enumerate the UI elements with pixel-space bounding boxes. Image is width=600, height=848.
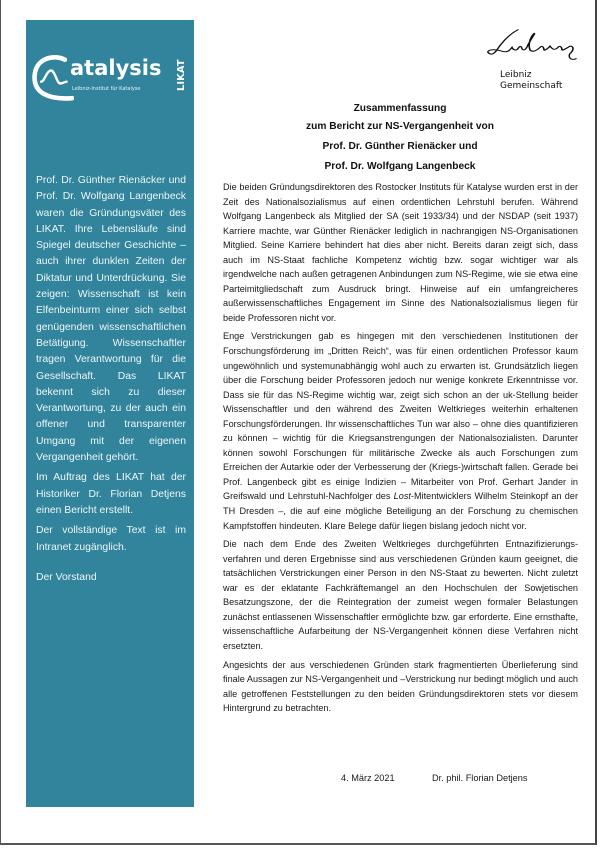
sidebar-text (36, 173, 186, 590)
likat-logo (30, 50, 190, 114)
italic-term: Lost (393, 491, 411, 502)
document-title (220, 101, 580, 177)
sidebar-signoff: Der Vorstand (36, 571, 97, 583)
leibniz-line1: Leibniz (500, 70, 532, 80)
leibniz-line2: Gemeinschaft (500, 81, 563, 91)
body-text (223, 180, 578, 720)
body-paragraph (223, 329, 578, 533)
title-line: Prof. Dr. Günther Rienäcker und (322, 141, 478, 152)
sidebar-paragraph: Prof. Dr. Günther Rienäcker und Prof. Dr. Wolfgang Langenbeck waren die Gründungsväter des LIKAT. Ihre Lebensläufe sind Spiegel deutscher Geschichte – auch ihrer dunklen Zeiten der Diktatur und Unterdrückung. Sie zeigen: Wissenschaft ist kein Elfenbeinturm einer sich selbst genügenden wissenschaftlichen Betätigung. Wissenschaftler tragen Verantwortung für die Gesellschaft. Das LIKAT bekennt sich zu dieser Verantwortung, zu der auch ein offener und transparenter Umgang mit der eigenen Vergangenheit gehört. (36, 175, 186, 464)
logo-likat-label: LIKAT (176, 59, 187, 91)
title-line: Zusammenfassung (353, 103, 447, 114)
logo-wordmark: atalysis (70, 56, 162, 80)
catalysis-c-curve-icon (30, 50, 74, 106)
body-paragraph-part: Enge Verstrickungen gab es hingegen mit den verschiedenen Institutionen der Forschungsförderung im „Dritten Reich“, was für einen ordentlichen Professor kaum ungewöhnlich und systemunabhängig wohl auch zu erwarten ist. Grundsätzlich liegen über die Forschung beider Professoren jedoch nur wenige konkrete Erkenntnisse vor. Dass sie für das NS-Regime wichtig war, zeigt sich schon an der uk-Stellung beider Wissenschaftler und den während des Zweiten Weltkrieges weiterhin erhaltenen Forschungsförderungen. Ihr wissenschaftliches Tun war also – ohne dies quantifizieren zu können – wichtig für die Kriegsanstrengungen der Nationalsozialisten. Darunter können sowohl Forschungen für militärische Zwecke als auch Forschungen zum Erreichen der Autarkie oder der Verbesserung der (Kriegs-)wirtschaft fallen. Gerade bei Prof. Langenbeck gibt es einige Indizien – Mitarbeiter von Prof. Gerhart Jander in Greifswald und Lehrstuhl-Nachfolger des (223, 331, 578, 502)
title-line: Prof. Dr. Wolfgang Langenbeck (324, 161, 476, 172)
body-paragraph: Angesichts der aus verschiedenen Gründen stark fragmentierten Überlieferung sind finale Aussagen zur NS-Vergangenheit und –Verstrickung nur bedingt möglich und auch alle getroffenen Feststellungen zu den beiden Gründungsdirektoren stets vor diesem Hintergrund zu betrachten. (223, 659, 578, 714)
title-line: zum Bericht zur NS-Vergangenheit von (306, 121, 494, 132)
body-paragraph-part: -Mitentwicklers Wilhelm Steinkopf an der TH Dresden –, die auf eine mögliche Beteiligung an der Forschung zu chemischen Kampfstoffen hindeuten. Klare Belege dafür liegen bislang jedoch nicht vor. (223, 491, 578, 531)
logo-subtitle: Leibniz-Institut für Katalyse (72, 86, 141, 92)
sidebar-paragraph: Im Auftrag des LIKAT hat der Historiker Dr. Florian Detjens einen Bericht erstellt. (36, 472, 186, 516)
leibniz-wordmark (500, 70, 562, 92)
leibniz-logo (478, 26, 588, 70)
signature-row (223, 771, 578, 785)
leibniz-signature-icon (478, 26, 588, 70)
sidebar-panel (26, 20, 194, 807)
body-paragraph: Die nach dem Ende des Zweiten Weltkrieges durchgeführten Entnazifizierungsverfahren und deren Ergebnisse sind aus verschiedenen Gründen kaum geeignet, die tatsächlichen Verstrickungen einer Person in den NS-Staat zu bewerten. Nicht zuletzt war es der eklatante Fachkräftemangel an den Hochschulen der Sowjetischen Besatzungszone, der die Reintegration der zumeist wegen formaler Belastungen zunächst entlassenen Wissenschaftler ermöglichte bzw. gar erforderte. Eine ernsthafte, wissenschaftliche Aufarbeitung der NS-Vergangenheit können diese Verfahren nicht ersetzten. (223, 539, 578, 651)
body-paragraph: Die beiden Gründungsdirektoren des Rostocker Instituts für Katalyse wurden erst in der Zeit des Nationalsozialismus auf einen ordentlichen Lehrstuhl berufen. Während Wolfgang Langenbeck als Mitglied der SA (seit 1933/34) und der NSDAP (seit 1937) Karriere machte, war Günther Rienäcker lediglich in nachrangigen NS-Organisationen Mitglied. Seine Karriere behindert hat dies aber nicht. Bereits daran zeigt sich, dass auch im NS-Staat fachliche Kompetenz wichtig bzw. sogar wichtiger war als irgendwelche nach außen getragenen Anbindungen zum NS-Regime, wie sie etwa eine Parteimitgliedschaft zum Ausdruck bringt. Hinweise auf ein umfangreicheres außerwissenschaftliches Engagement im Sinne des Nationalsozialismus liegen für beide Professoren nicht vor. (223, 182, 578, 323)
signature-author: Dr. phil. Florian Detjens (432, 773, 528, 783)
sidebar-paragraph: Der vollständige Text ist im Intranet zugänglich. (36, 525, 186, 553)
signature-date: 4. März 2021 (341, 773, 395, 783)
